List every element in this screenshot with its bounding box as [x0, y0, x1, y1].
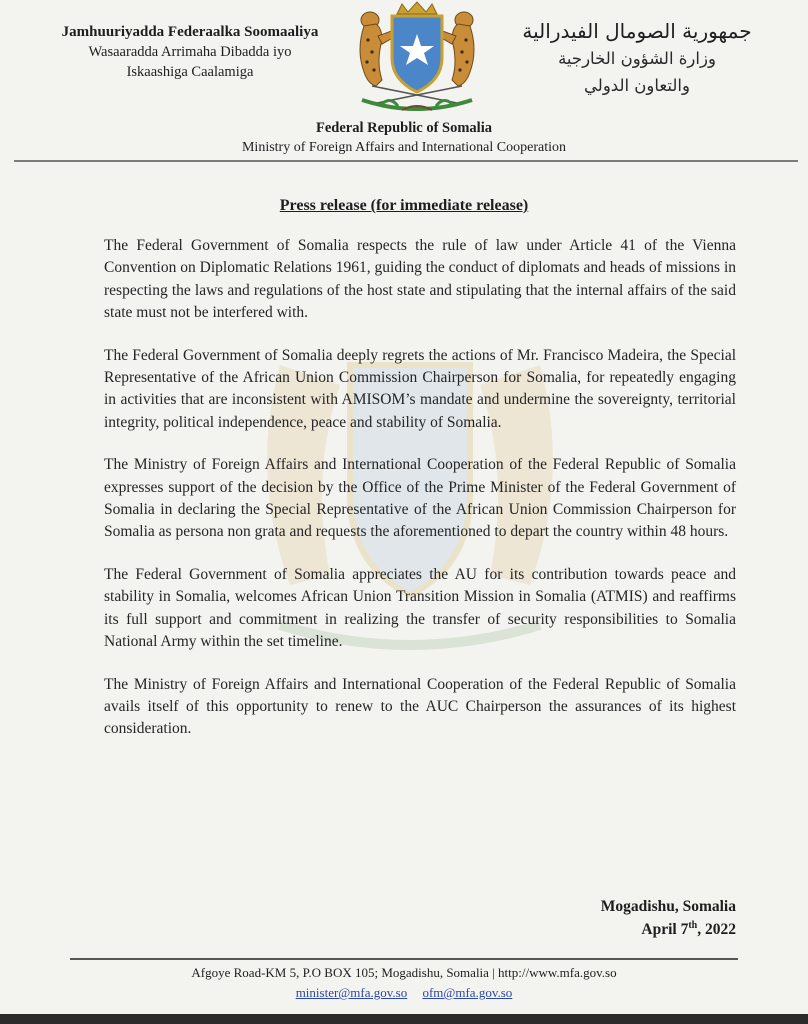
letterhead-arabic-line1: جمهورية الصومال الفيدرالية	[522, 19, 752, 43]
place-line: Mogadishu, Somalia	[600, 898, 736, 915]
date-month-day: April 7	[641, 921, 689, 938]
footer-email-minister-link[interactable]: minister@mfa.gov.so	[295, 985, 408, 1000]
date-line	[601, 918, 736, 941]
footer	[0, 963, 808, 1003]
footer-address: Afgoye Road-KM 5, P.O BOX 105; Mogadishu, Somalia | http://www.mfa.gov.so	[191, 965, 617, 980]
document-body	[104, 235, 736, 761]
letterhead-somali-line1: Jamhuuriyadda Federaalka Soomaaliya	[61, 24, 319, 40]
paragraph-2: The Federal Government of Somalia deeply regrets the actions of Mr. Francisco Madeira, the Special Representative of the African Union Commission Chairperson for Somalia, for repeatedly engaging in activities that are inconsistent with AMISOM’s mandate and undermine the sovereignty, territorial integrity, political independence, peace and stability of Somalia.	[104, 346, 736, 431]
letterhead-arabic-line2: وزارة الشؤون الخارجية	[558, 49, 716, 68]
letterhead-english-line1: Federal Republic of Somalia	[315, 120, 492, 136]
document-title: Press release (for immediate release)	[279, 197, 529, 214]
letterhead-somali-line2: Wasaaradda Arrimaha Dibadda iyo	[88, 44, 292, 60]
letterhead-arabic	[482, 18, 792, 99]
date-year: , 2022	[697, 921, 736, 938]
paragraph-1: The Federal Government of Somalia respects the rule of law under Article 41 of the Vienna Convention on Diplomatic Relations 1961, guiding the conduct of diplomats and heads of missions in respecting the laws and regulations of the host state and stipulating that the internal affairs of the said state must not be interfered with.	[104, 237, 736, 322]
letterhead-somali-line3: Iskaashiga Caalamiga	[126, 64, 254, 80]
letterhead-english	[0, 118, 808, 158]
letterhead-divider	[14, 160, 798, 162]
letterhead-arabic-line3: والتعاون الدولي	[584, 76, 690, 95]
footer-divider	[70, 958, 738, 960]
somalia-coat-of-arms-icon	[342, 0, 492, 118]
bottom-bar	[0, 1014, 808, 1024]
letterhead-english-line2: Ministry of Foreign Affairs and International Cooperation	[241, 140, 566, 155]
paragraph-4: The Federal Government of Somalia appreciates the AU for its contribution towards peace and stability in Somalia, welcomes African Union Transition Mission in Somalia (ATMIS) and reaffirms its full support and commitment in realizing the transfer of security responsibilities to Somalia National Army within the set timeline.	[104, 565, 736, 651]
paragraph-5: The Ministry of Foreign Affairs and International Cooperation of the Federal Republic of Somalia avails itself of this opportunity to renew to the AUC Chairperson the assurances of its highest consideration.	[104, 675, 736, 738]
footer-emails	[0, 983, 808, 1003]
paragraph-3: The Ministry of Foreign Affairs and International Cooperation of the Federal Republic of Somalia expresses support of the decision by the Office of the Prime Minister of the Federal Government of Somalia in declaring the Special Representative of the African Union Commission Chairperson for Somalia as persona non grata and requests the aforementioned to depart the country within 48 hours.	[104, 456, 736, 541]
date-ordinal-suffix: th	[688, 919, 698, 931]
footer-email-ofm-link[interactable]: ofm@mfa.gov.so	[422, 985, 513, 1000]
signature-block	[601, 895, 736, 941]
letterhead-somali	[30, 22, 350, 82]
